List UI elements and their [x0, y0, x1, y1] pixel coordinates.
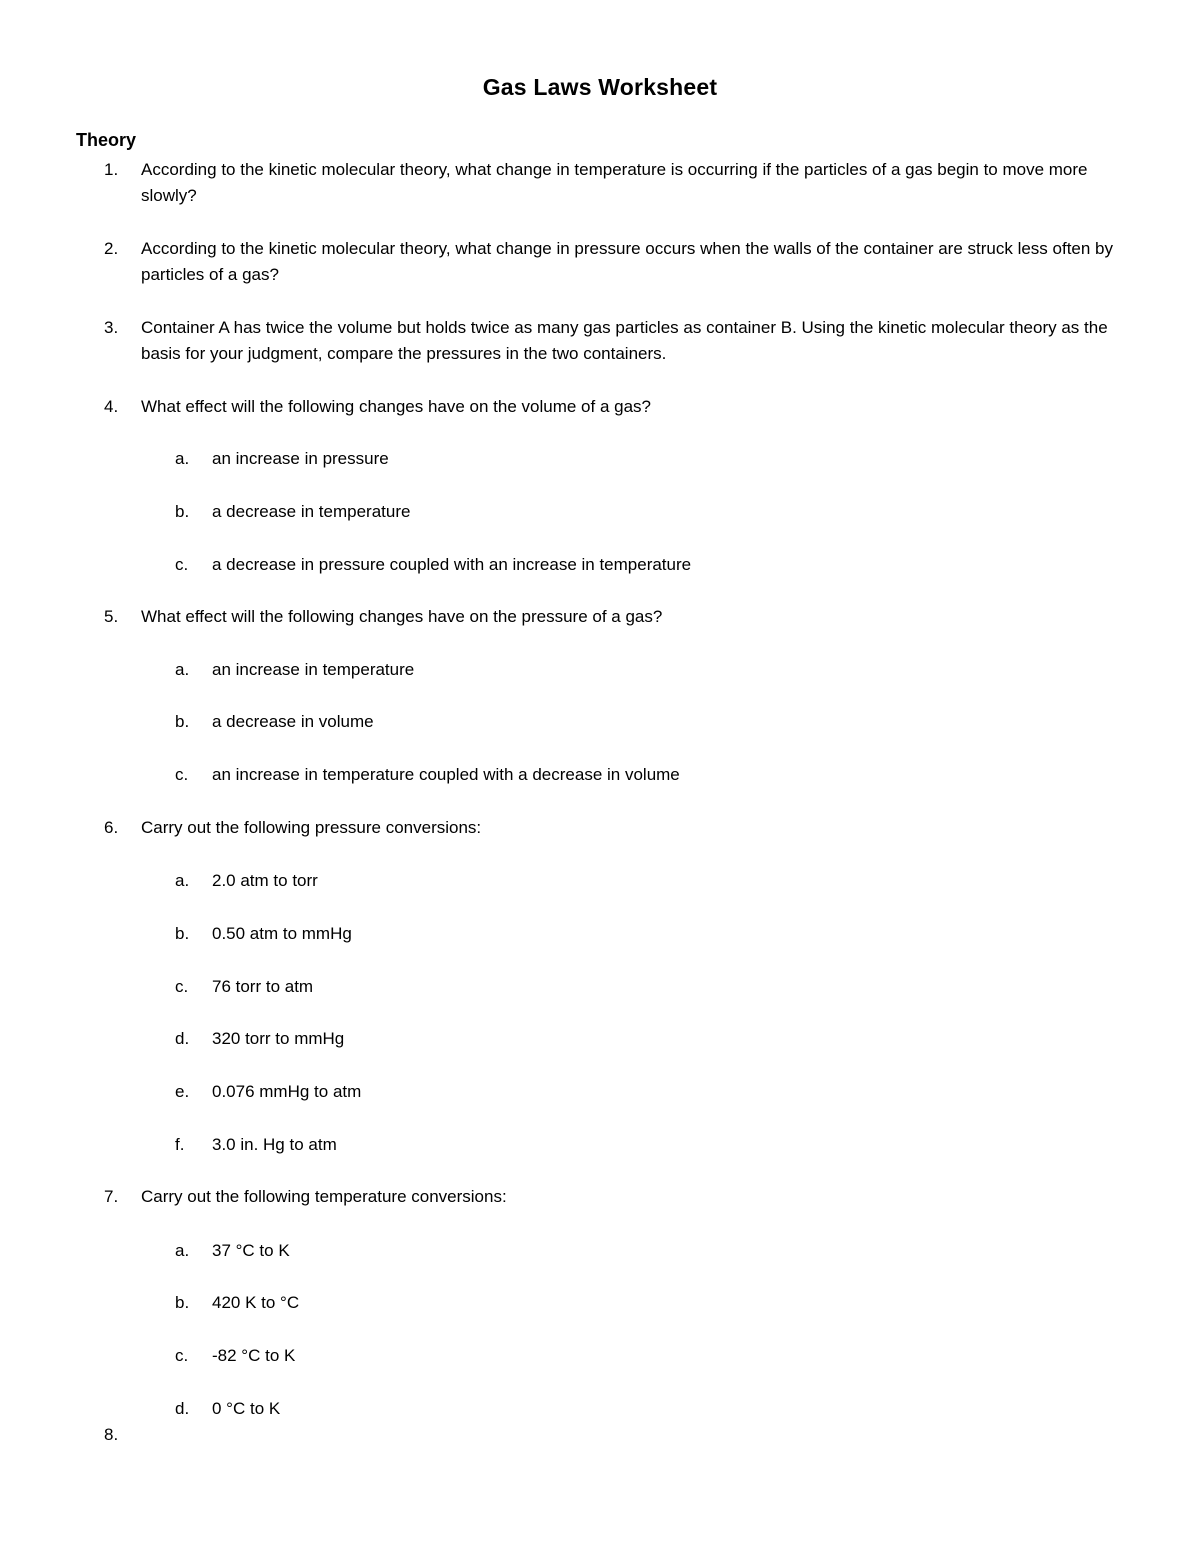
- question-number: 3.: [104, 318, 119, 337]
- item-text: an increase in temperature coupled with a decrease in volume: [212, 765, 680, 784]
- item-letter: a.: [175, 660, 190, 679]
- question-number: 6.: [104, 818, 119, 837]
- item-text: 37 °C to K: [212, 1241, 290, 1260]
- item-text: 3.0 in. Hg to atm: [212, 1135, 337, 1154]
- item-text: a decrease in volume: [212, 712, 374, 731]
- item-text: a decrease in temperature: [212, 502, 411, 521]
- list-item: [175, 921, 352, 947]
- question-3: [104, 315, 1144, 367]
- list-item: [175, 709, 374, 735]
- item-letter: a.: [175, 1241, 190, 1260]
- item-text: a decrease in pressure coupled with an increase in temperature: [212, 555, 692, 574]
- list-item: [175, 552, 691, 578]
- question-6: [104, 815, 1144, 841]
- item-letter: b.: [175, 712, 190, 731]
- question-number: 4.: [104, 397, 119, 416]
- list-item: [175, 657, 414, 683]
- item-text: an increase in pressure: [212, 449, 389, 468]
- question-text: According to the kinetic molecular theory, what change in temperature is occurring if the particles of a gas begin to move more slowly?: [141, 160, 1088, 205]
- question-2: [104, 236, 1144, 288]
- section-heading: Theory: [76, 130, 137, 150]
- item-letter: b.: [175, 1293, 190, 1312]
- question-number: 2.: [104, 239, 119, 258]
- list-item: [175, 1026, 344, 1052]
- list-item: [175, 1343, 295, 1369]
- question-number: 7.: [104, 1187, 119, 1206]
- item-letter: a.: [175, 449, 190, 468]
- question-text: What effect will the following changes have on the pressure of a gas?: [141, 607, 663, 626]
- question-text: Carry out the following temperature conversions:: [141, 1187, 507, 1206]
- item-text: 76 torr to atm: [212, 977, 314, 996]
- question-number: 5.: [104, 607, 119, 626]
- item-text: an increase in temperature: [212, 660, 415, 679]
- list-item: [175, 1238, 290, 1264]
- list-item: [175, 974, 313, 1000]
- item-text: 320 torr to mmHg: [212, 1029, 345, 1048]
- list-item: [175, 499, 410, 525]
- question-1: [104, 157, 1144, 209]
- item-letter: d.: [175, 1399, 190, 1418]
- question-number: 1.: [104, 160, 119, 179]
- page-title: Gas Laws Worksheet: [482, 74, 718, 100]
- question-text: Container A has twice the volume but holds twice as many gas particles as container B. Using the kinetic molecular theory as the basis for your judgment, compare the pressures in the two containers.: [141, 318, 1108, 363]
- item-letter: c.: [175, 1346, 189, 1365]
- question-text: Carry out the following pressure conversions:: [141, 818, 482, 837]
- item-letter: b.: [175, 924, 190, 943]
- question-5: [104, 604, 1144, 630]
- question-4: [104, 394, 1144, 420]
- item-text: 0.076 mmHg to atm: [212, 1082, 362, 1101]
- item-letter: c.: [175, 977, 189, 996]
- list-item: [175, 868, 318, 894]
- list-item: [175, 1132, 337, 1158]
- question-text: What effect will the following changes have on the volume of a gas?: [141, 397, 651, 416]
- item-letter: d.: [175, 1029, 190, 1048]
- item-letter: c.: [175, 555, 189, 574]
- list-item: [175, 762, 680, 788]
- item-letter: a.: [175, 871, 190, 890]
- question-number: 8.: [104, 1425, 119, 1444]
- list-item: [175, 446, 389, 472]
- question-7: [104, 1184, 1144, 1210]
- item-text: -82 °C to K: [212, 1346, 296, 1365]
- list-item: [175, 1079, 361, 1105]
- question-text: According to the kinetic molecular theory, what change in pressure occurs when the walls of the container are struck less often by particles of a gas?: [141, 239, 1114, 284]
- item-letter: c.: [175, 765, 189, 784]
- item-text: 420 K to °C: [212, 1293, 300, 1312]
- item-letter: b.: [175, 502, 190, 521]
- item-letter: e.: [175, 1082, 190, 1101]
- item-text: 2.0 atm to torr: [212, 871, 318, 890]
- item-text: 0 °C to K: [212, 1399, 281, 1418]
- list-item: [175, 1396, 280, 1422]
- item-letter: f.: [175, 1135, 185, 1154]
- list-item: [175, 1290, 299, 1316]
- item-text: 0.50 atm to mmHg: [212, 924, 352, 943]
